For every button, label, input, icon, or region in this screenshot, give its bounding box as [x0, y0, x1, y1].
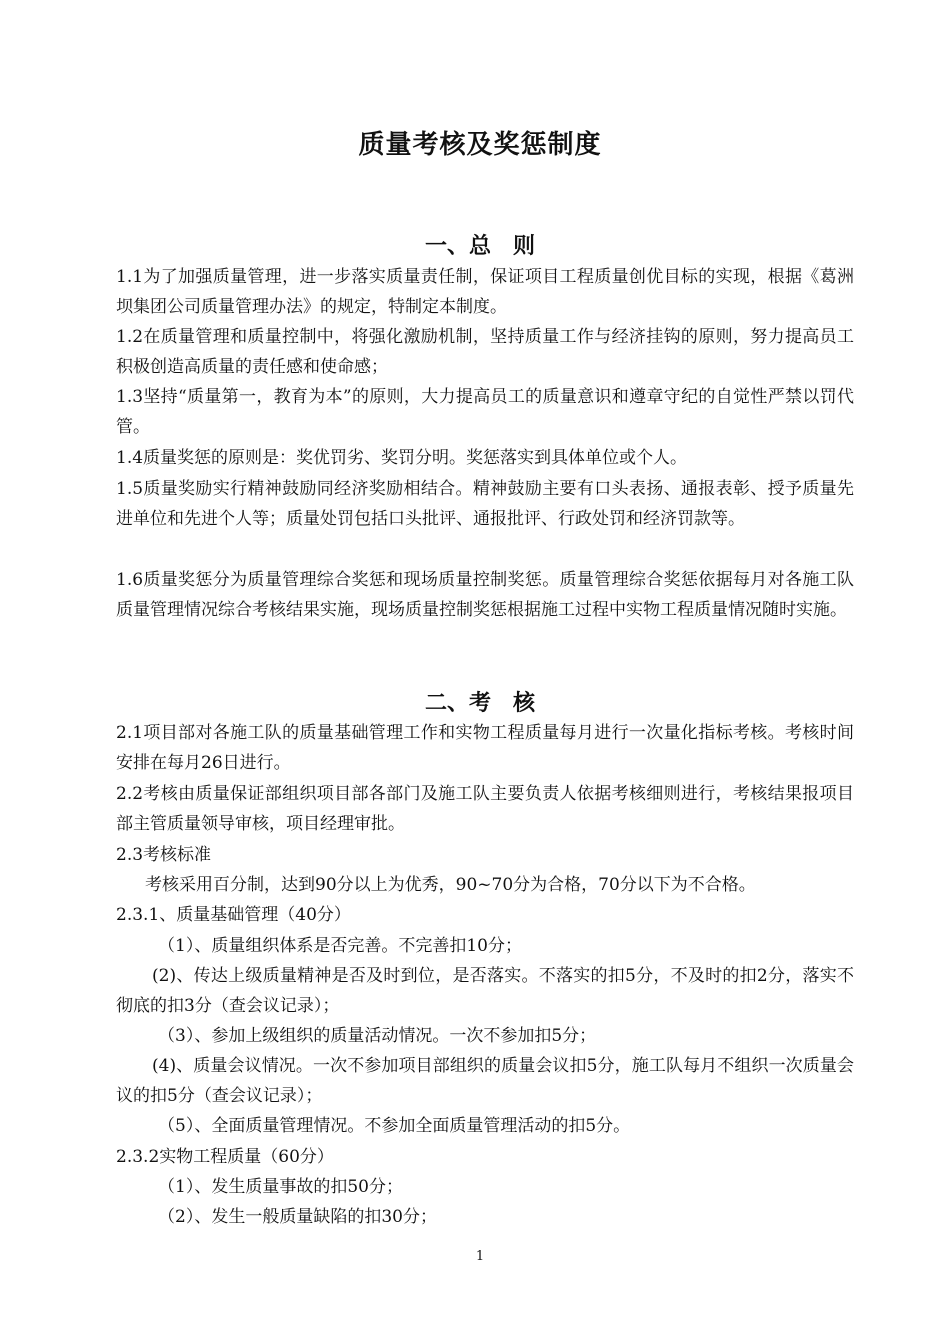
paragraph-2-3-standard: 考核采用百分制，达到90分以上为优秀，90~70分为合格，70分以下为不合格。 — [145, 875, 756, 895]
paragraph-1-6: 1.6质量奖惩分为质量管理综合奖惩和现场质量控制奖惩。质量管理综合奖惩依据每月对各施工队质量管理情况综合考核结果实施，现场质量控制奖惩根据施工过程中实物工程质量情况随时实施。 — [116, 570, 854, 620]
item-2-3-1-3: （3）、参加上级组织的质量活动情况。一次不参加扣5分； — [158, 1026, 597, 1046]
paragraph-2-3-2: 2.3.2实物工程质量（60分） — [116, 1147, 334, 1167]
item-2-3-2-2: （2）、发生一般质量缺陷的扣30分； — [158, 1207, 437, 1227]
paragraph-1-3: 1.3坚持“质量第一，教育为本”的原则，大力提高员工的质量意识和遵章守纪的自觉性严禁以罚代管。 — [116, 387, 854, 437]
section-heading-assessment: 二、考 核 — [424, 690, 535, 716]
section-heading-general: 一、总 则 — [424, 233, 535, 259]
page-number: 1 — [475, 1249, 485, 1264]
document-title: 质量考核及奖惩制度 — [358, 130, 602, 160]
item-2-3-1-5: （5）、全面质量管理情况。不参加全面质量管理活动的扣5分。 — [158, 1116, 631, 1136]
paragraph-2-3-1: 2.3.1、质量基础管理（40分） — [116, 905, 351, 925]
item-2-3-1-2: (2)、传达上级质量精神是否及时到位，是否落实。不落实的扣5分，不及时的扣2分，落实不彻底的扣3分（查会议记录）； — [116, 966, 854, 1016]
paragraph-1-2: 1.2在质量管理和质量控制中，将强化激励机制，坚持质量工作与经济挂钩的原则，努力提高员工积极创造高质量的责任感和使命感； — [116, 327, 854, 377]
paragraph-1-4: 1.4质量奖惩的原则是：奖优罚劣、奖罚分明。奖惩落实到具体单位或个人。 — [116, 448, 688, 468]
paragraph-1-1: 1.1为了加强质量管理，进一步落实质量责任制，保证项目工程质量创优目标的实现，根据《葛洲坝集团公司质量管理办法》的规定，特制定本制度。 — [116, 267, 854, 317]
paragraph-1-5: 1.5质量奖励实行精神鼓励同经济奖励相结合。精神鼓励主要有口头表扬、通报表彰、授予质量先进单位和先进个人等；质量处罚包括口头批评、通报批评、行政处罚和经济罚款等。 — [116, 479, 854, 529]
paragraph-2-3: 2.3考核标准 — [116, 845, 212, 865]
item-2-3-1-1: （1）、质量组织体系是否完善。不完善扣10分； — [158, 936, 522, 956]
item-2-3-2-1: （1）、发生质量事故的扣50分； — [158, 1177, 403, 1197]
paragraph-2-2: 2.2考核由质量保证部组织项目部各部门及施工队主要负责人依据考核细则进行，考核结果报项目部主管质量领导审核，项目经理审批。 — [116, 784, 854, 834]
item-2-3-1-4: (4)、质量会议情况。一次不参加项目部组织的质量会议扣5分，施工队每月不组织一次质量会议的扣5分（查会议记录）； — [116, 1056, 854, 1106]
paragraph-2-1: 2.1项目部对各施工队的质量基础管理工作和实物工程质量每月进行一次量化指标考核。考核时间安排在每月26日进行。 — [116, 723, 854, 773]
